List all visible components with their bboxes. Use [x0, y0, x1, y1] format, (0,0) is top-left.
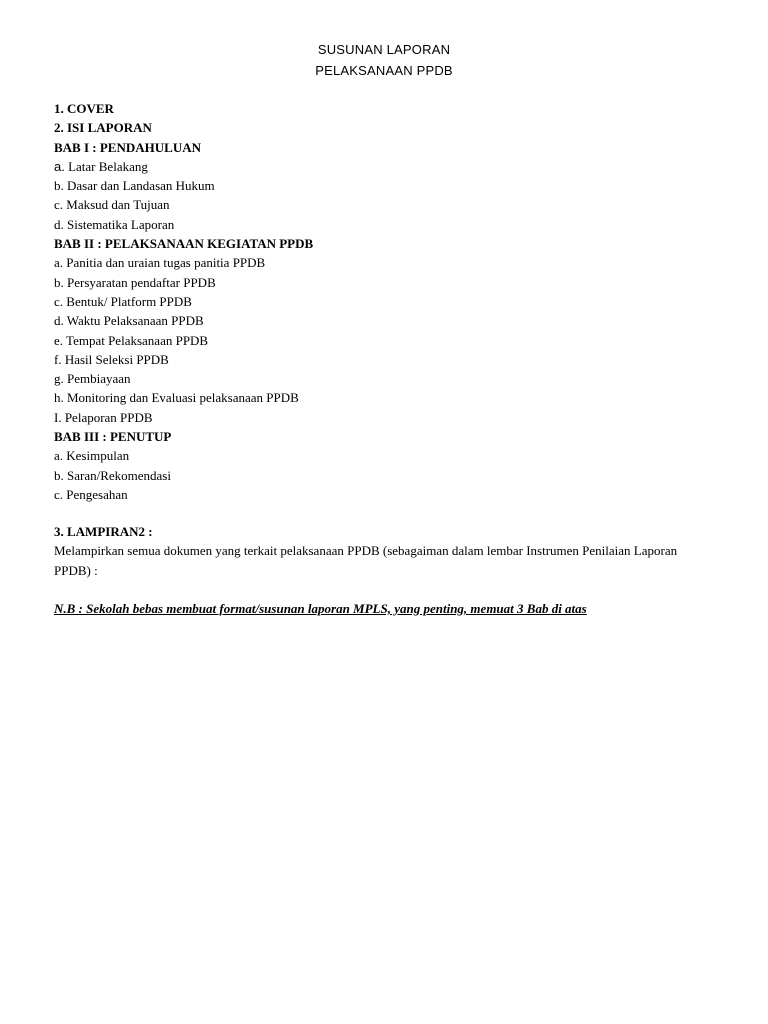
chapter-2-item-b: b. Persyaratan pendaftar PPDB [54, 274, 216, 290]
chapter-3-item-c: c. Pengesahan [54, 486, 128, 502]
chapter-3-item-a: a. Kesimpulan [54, 448, 130, 464]
list-marker: a. [54, 158, 65, 174]
chapter-2-item-i: I. Pelaporan PPDB [54, 409, 153, 425]
chapter-3-heading: BAB III : PENUTUP [54, 429, 172, 445]
chapter-2-item-h: h. Monitoring dan Evaluasi pelaksanaan PPDB [54, 390, 299, 406]
outline-item-isi-laporan: 2. ISI LAPORAN [54, 120, 152, 136]
chapter-2-item-f: f. Hasil Seleksi PPDB [54, 351, 169, 367]
chapter-1-item-d: d. Sistematika Laporan [54, 216, 175, 232]
document-subtitle: PELAKSANAAN PPDB [315, 63, 453, 78]
chapter-2-heading: BAB II : PELAKSANAAN KEGIATAN PPDB [54, 236, 314, 252]
footnote-note: N.B : Sekolah bebas membuat format/susunan laporan MPLS, yang penting, memuat 3 Bab di atas [54, 601, 587, 616]
attachments-description: Melampirkan semua dokumen yang terkait pelaksanaan PPDB (sebagaiman dalam lembar Instrumen Penilaian Laporan PPDB) : [54, 543, 678, 578]
chapter-1-item-a [54, 157, 714, 176]
chapter-3-item-b: b. Saran/Rekomendasi [54, 467, 171, 483]
document-title: SUSUNAN LAPORAN [317, 42, 451, 57]
chapter-2-item-a: a. Panitia dan uraian tugas panitia PPDB [54, 255, 266, 271]
attachments-heading: 3. LAMPIRAN2 : [54, 524, 153, 539]
outline-item-cover: 1. COVER [54, 101, 114, 116]
chapter-1-item-c: c. Maksud dan Tujuan [54, 197, 170, 213]
chapter-2-item-d: d. Waktu Pelaksanaan PPDB [54, 313, 204, 329]
chapter-2-item-g: g. Pembiayaan [54, 371, 131, 387]
list-item-text: Latar Belakang [64, 158, 148, 174]
report-outline [54, 99, 714, 504]
chapter-2-item-c: c. Bentuk/ Platform PPDB [54, 293, 192, 309]
chapter-1-item-b: b. Dasar dan Landasan Hukum [54, 178, 215, 194]
chapter-1-heading: BAB I : PENDAHULUAN [54, 139, 201, 155]
chapter-2-item-e: e. Tempat Pelaksanaan PPDB [54, 332, 209, 348]
